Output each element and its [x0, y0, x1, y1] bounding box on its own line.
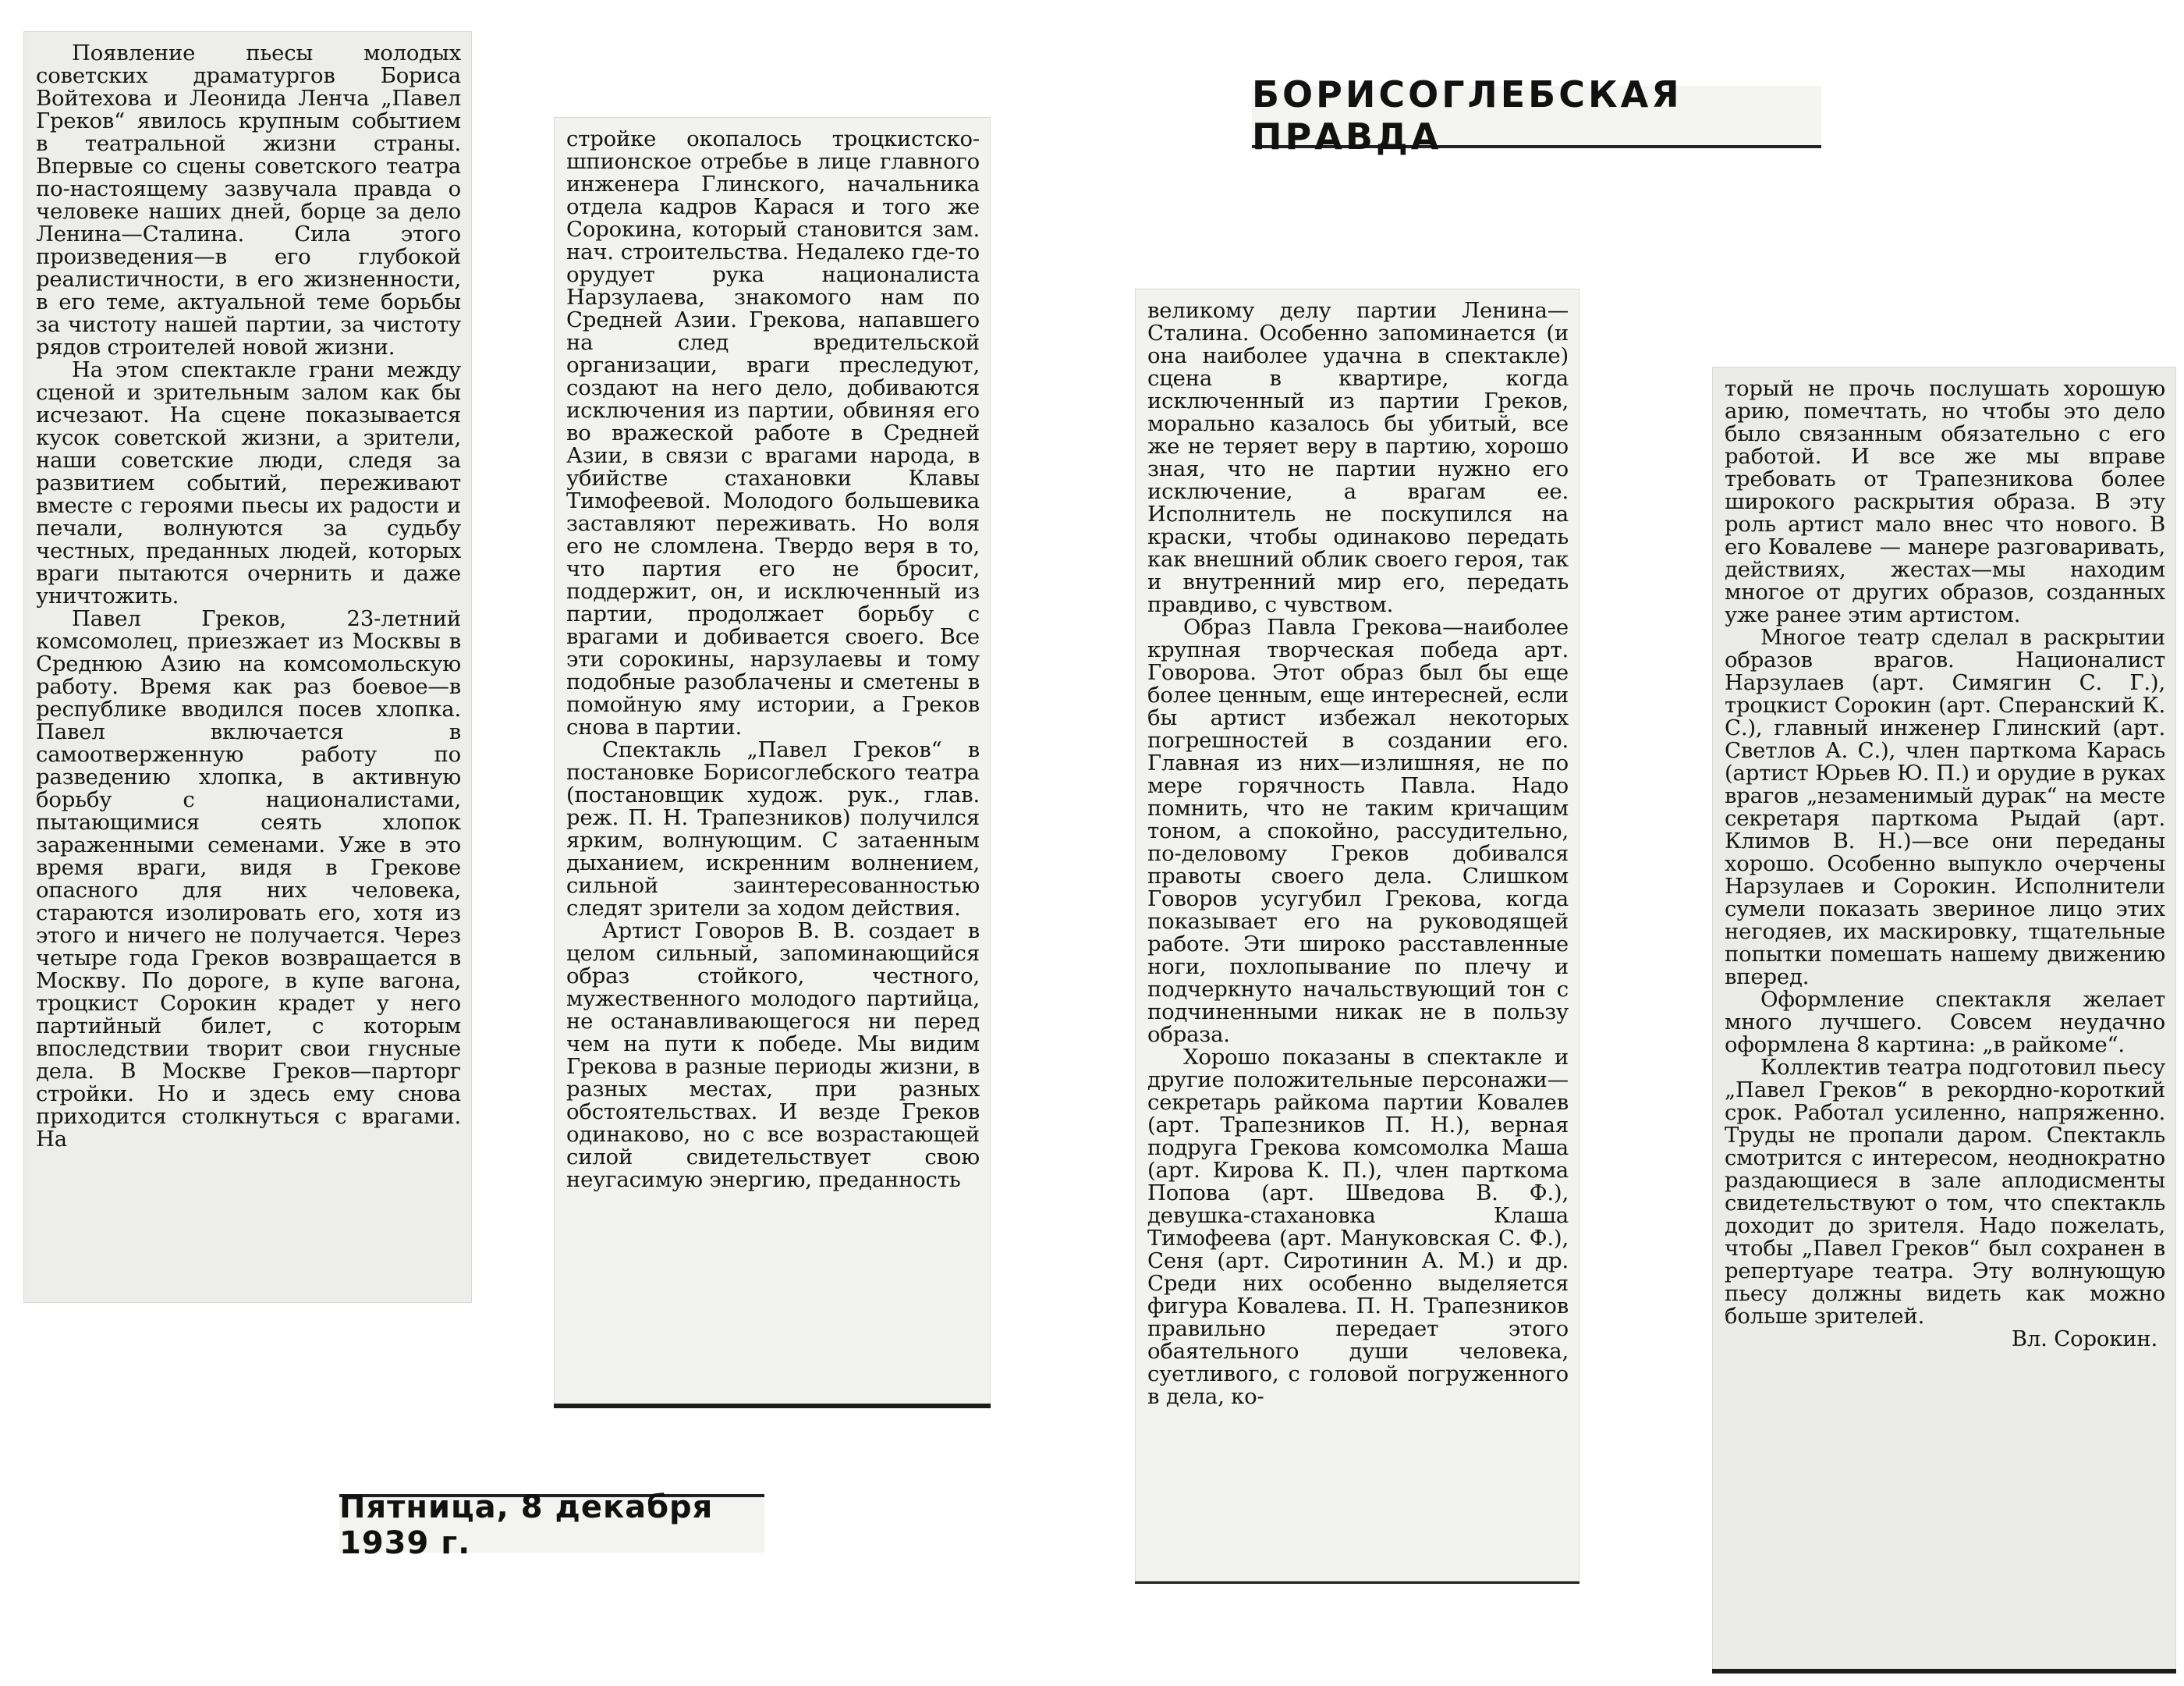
- newspaper-masthead: [1252, 73, 1821, 158]
- article-signature: Вл. Сорокин.: [2011, 1326, 2157, 1351]
- article-paragraph: Спектакль „Павел Греков“ в постановке Борисоглебского театра (постановщик худож. рук., глав. реж. П. Н. Трапезников) получился ярким, волнующим. С затаенным дыханием, искренним волнением, сильной заинтересованностью следят зрители за ходом действия.: [566, 737, 980, 921]
- article-paragraph: Оформление спектакля желает много лучшего. Совсем неудачно оформлена 8 картина: „в райкоме“.: [1725, 987, 2165, 1057]
- newspaper-title: БОРИСОГЛЕБСКАЯ ПРАВДА: [1252, 73, 1682, 158]
- issue-date: Пятница, 8 декабря 1939 г.: [339, 1489, 714, 1561]
- article-paragraph: стройке окопалось троцкистско-шпионское отребье в лице главного инженера Глинского, начальника отдела кадров Карася и того же Сорокина, который становится зам. нач. строительства. Недалеко где-то орудует рука националиста Нарзулаева, знакомого нам по Средней Азии. Грекова, напавшего на след вредительской организации, враги преследуют, создают на него дело, добиваются исключения из партии, обвиняя его во вражеской работе в Средней Азии, в связи с врагами народа, в убийстве стахановки Клавы Тимофеевой. Молодого большевика заставляют переживать. Но воля его не сломлена. Твердо веря в то, что партия его не бросит, поддержит, он, и исключенный из партии, продолжает борьбу с врагами и добивается своего. Все эти сорокины, нарзулаевы и тому подобные разоблачены и сметены в помойную яму истории, а Греков снова в партии.: [566, 126, 980, 740]
- article-signature-line: [1725, 1328, 2165, 1351]
- article-paragraph: Появление пьесы молодых советских драматургов Бориса Войтехова и Леонида Ленча „Павел Греков“ явилось крупным событием в театральной жизни страны. Впервые со сцены советского театра по-настоящему зазвучала правда о человеке наших дней, борце за дело Ленина—Сталина. Сила этого произведения—в его глубокой реалистичности, в его жизненности, в его теме, актуальной теме борьбы за чистоту нашей партии, за чистоту рядов строителей новой жизни.: [36, 41, 461, 360]
- article-paragraph: Хорошо показаны в спектакле и другие положительные персонажи—секретарь райкома партии Ковалев (арт. Трапезников П. Н.), верная подруга Грекова комсомолка Маша (арт. Кирова К. П.), член парткома Попова (арт. Шведова В. Ф.), девушка-стахановка Клаша Тимофеева (арт. Мануковская С. Ф.), Сеня (арт. Сиротинин А. М.) и др. Среди них особенно выделяется фигура Ковалева. П. Н. Трапезников правильно передает этого обаятельного души человека, суетливого, с головой погруженного в дела, ко-: [1147, 1045, 1569, 1409]
- article-paragraph: Образ Павла Грекова—наиболее крупная творческая победа арт. Говорова. Этот образ был бы еще более ценным, еще интересней, если бы артист избежал некоторых погрешностей в создании его. Главная из них—излишняя, не по мере горячность Павла. Надо помнить, что не таким кричащим тоном, а спокойно, рассудительно, по-деловому Греков добивался правоты своего дела. Слишком Говоров усугубил Грекова, когда показывает его на руководящей работе. Эти широко расставленные ноги, похлопывание по плечу и подчеркнуто начальствующий тон с подчиненными никак не в пользу образа.: [1147, 615, 1569, 1047]
- article-column-1: [23, 31, 472, 1303]
- article-paragraph: Павел Греков, 23-летний комсомолец, приезжает из Москвы в Среднюю Азию на комсомольскую работу. Время как раз боевое—в республике вводился посев хлопка. Павел включается в самоотверженную работу по разведению хлопка, в активную борьбу с националистами, пытающимися сеять хлопок зараженными семенами. Уже в это время враги, видя в Грекове опасного для них человека, стараются изолировать его, хотя из этого и ничего не получается. Через четыре года Греков возвращается в Москву. По дороге, в купе вагона, троцкист Сорокин крадет у него партийный билет, с которым впоследствии творит свои гнусные дела. В Москве Греков—парторг стройки. Но и здесь ему снова приходится столкнуться с врагами. На: [36, 606, 461, 1152]
- article-column-2: [554, 117, 991, 1408]
- article-paragraph: На этом спектакле грани между сценой и зрительным залом как бы исчезают. На сцене показывается кусок советской жизни, а зрители, наши советские люди, следя за развитием событий, переживают вместе с героями пьесы их радости и печали, волнуются за судьбу честных, преданных людей, которых враги пытаются очернить и даже уничтожить.: [36, 357, 461, 609]
- article-column-3: [1135, 289, 1580, 1584]
- newspaper-dateline: [339, 1489, 764, 1561]
- article-paragraph: Коллектив театра подготовил пьесу „Павел Греков“ в рекордно-короткий срок. Работал усиленно, напряженно. Труды не пропали даром. Спектакль смотрится с интересом, неоднократно раздающиеся в зале аплодисменты свидетельствуют о том, что спектакль доходит до зрителя. Надо пожелать, чтобы „Павел Греков“ был сохранен в репертуаре театра. Эту волнующую пьесу должны видеть как можно больше зрителей.: [1725, 1055, 2165, 1329]
- article-paragraph: Артист Говоров В. В. создает в целом сильный, запоминающийся образ стойкого, честного, мужественного молодого партийца, не останавливающегося ни перед чем на пути к победе. Мы видим Грекова в разные периоды жизни, в разных местах, при разных обстоятельствах. И везде Греков одинаково, но с все возрастающей силой свидетельствует свою неугасимую энергию, преданность: [566, 918, 980, 1192]
- article-column-4: [1712, 367, 2176, 1674]
- article-paragraph: Многое театр сделал в раскрытии образов врагов. Националист Нарзулаев (арт. Симягин С. Г.), троцкист Сорокин (арт. Сперанский К. С.), главный инженер Глинский (арт. Светлов А. С.), член парткома Карась (артист Юрьев Ю. П.) и орудие в руках врагов „незаменимый дурак“ на месте секретаря парткома Рыдай (арт. Климов В. Н.)—все они переданы хорошо. Особенно выпукло очерчены Нарзулаев и Сорокин. Исполнители сумели показать звериное лицо этих негодяев, их маскировку, тщательные попытки помешать нашему движению вперед.: [1725, 625, 2165, 989]
- article-paragraph: торый не прочь послушать хорошую арию, помечтать, но чтобы это дело было связанным обязательно с его работой. И все же мы вправе требовать от Трапезникова более широкого раскрытия образа. В эту роль артист мало внес что нового. В его Ковалеве — манере разговаривать, действиях, жестах—мы находим многое от других образов, созданных уже ранее этим артистом.: [1725, 376, 2165, 627]
- article-paragraph: великому делу партии Ленина—Сталина. Особенно запоминается (и она наиболее удачна в спектакле) сцена в квартире, когда исключенный из партии Греков, морально казалось бы убитый, все же не теряет веру в партию, хорошо зная, что не партии нужно его исключение, а врагам ее. Исполнитель не поскупился на краски, чтобы одинаково передать как внешний облик своего героя, так и внутренний мир его, передать правдиво, с чувством.: [1147, 298, 1569, 617]
